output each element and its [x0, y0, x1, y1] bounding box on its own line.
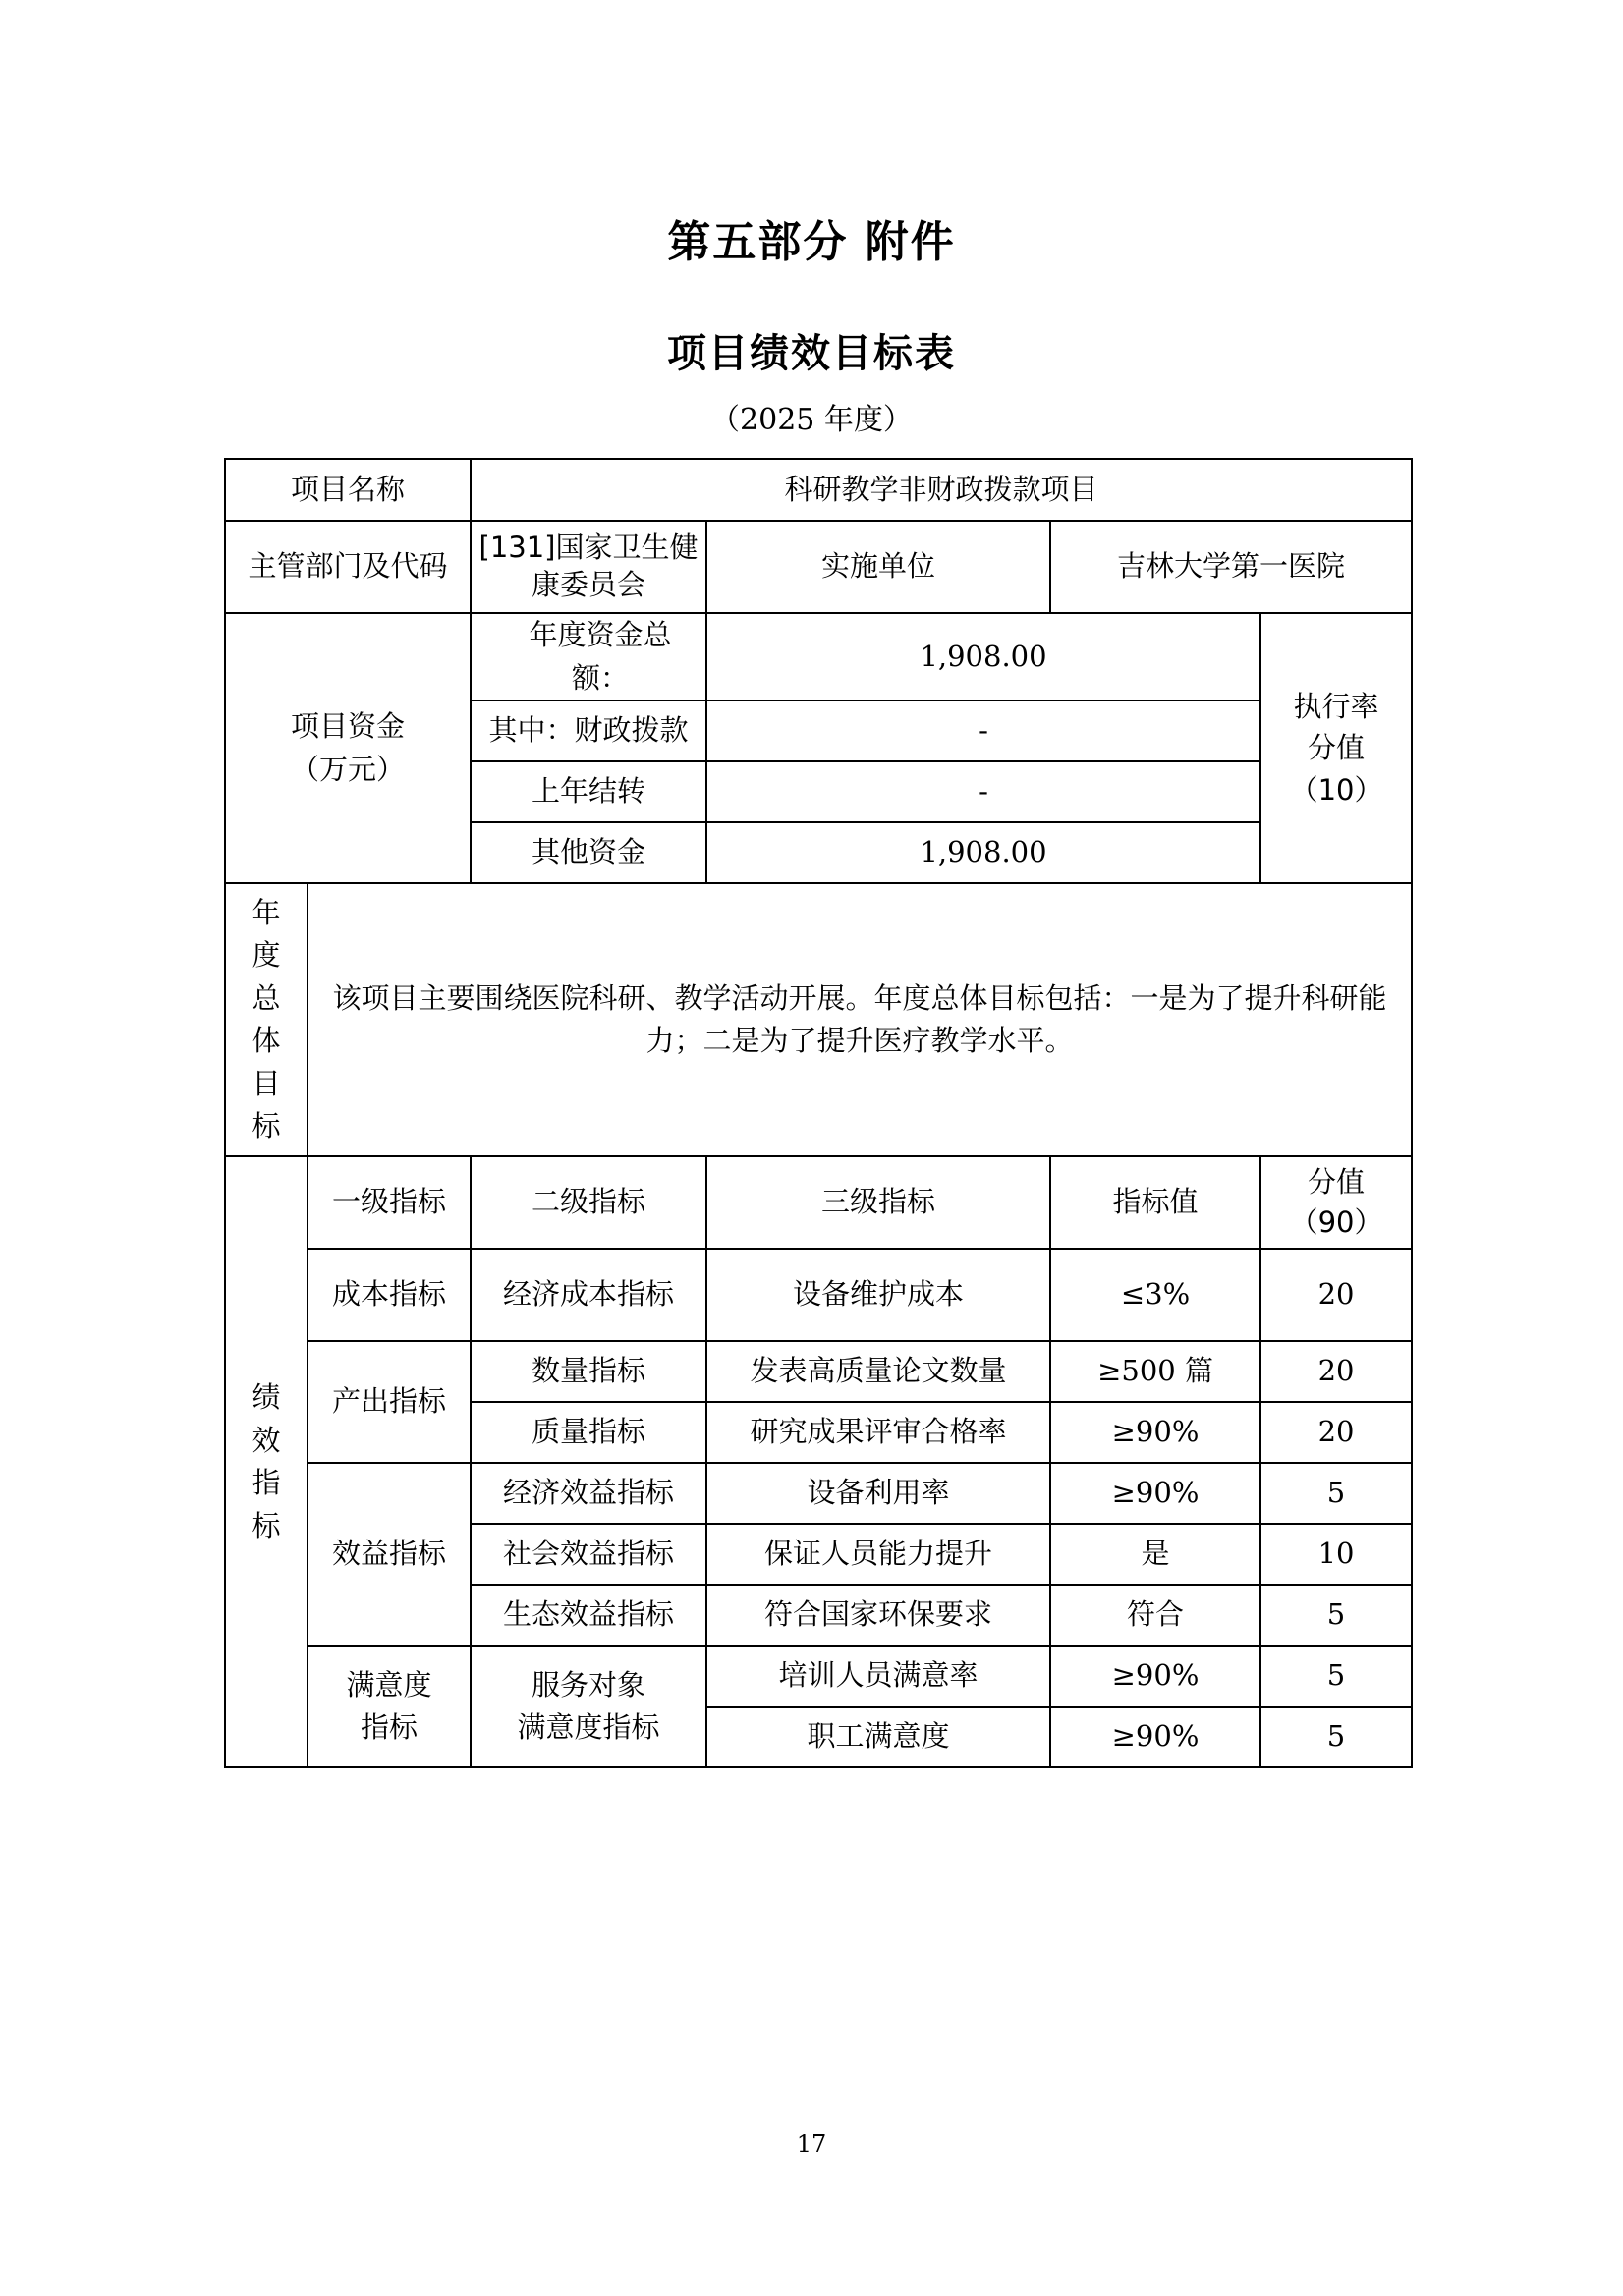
level3-indicator: 符合国家环保要求 [706, 1585, 1050, 1646]
level2-indicator [471, 1463, 706, 1524]
vertical-char: 绩 [252, 1380, 281, 1414]
level2-indicator-line: 服务对象 [532, 1667, 646, 1702]
level2-indicator-line: 数量指标 [532, 1354, 646, 1388]
header-level2: 二级指标 [471, 1156, 706, 1249]
level2-indicator-line: 社会效益指标 [503, 1537, 675, 1571]
vertical-char: 目 [252, 1066, 281, 1100]
indicator-value: ≥90% [1050, 1707, 1260, 1767]
level2-indicator-line: 经济成本指标 [503, 1277, 675, 1312]
level2-indicator-line: 生态效益指标 [503, 1597, 675, 1632]
level1-indicator [308, 1463, 471, 1646]
dept-value: [131]国家卫生健康委员会 [471, 521, 706, 613]
vertical-char: 年 [252, 895, 281, 929]
level2-indicator [471, 1646, 706, 1767]
exec-score-label: 分值 [1308, 731, 1366, 765]
indicator-value: ≥90% [1050, 1463, 1260, 1524]
header-value: 指标值 [1050, 1156, 1260, 1249]
level2-indicator [471, 1402, 706, 1463]
level3-indicator: 设备维护成本 [706, 1249, 1050, 1341]
level3-indicator: 研究成果评审合格率 [706, 1402, 1050, 1463]
header-level3: 三级指标 [706, 1156, 1050, 1249]
level1-indicator-line: 指标 [361, 1710, 419, 1744]
indicator-row [225, 1463, 1412, 1524]
fund-row-label: 上年结转 [471, 761, 706, 822]
fund-row-label: 其他资金 [471, 822, 706, 883]
level1-indicator-line: 成本指标 [332, 1277, 447, 1312]
level3-indicator: 保证人员能力提升 [706, 1524, 1050, 1585]
level1-indicator-line: 满意度 [346, 1667, 432, 1702]
project-name-value: 科研教学非财政拨款项目 [471, 459, 1412, 521]
header-level1: 一级指标 [308, 1156, 471, 1249]
fund-row-value: 1,908.00 [706, 822, 1260, 883]
dept-row [225, 521, 1412, 613]
vertical-char: 度 [252, 938, 281, 972]
indicator-section-label [225, 1156, 308, 1767]
level2-indicator-line: 满意度指标 [517, 1710, 660, 1744]
indicator-value: ≥90% [1050, 1646, 1260, 1707]
indicator-score: 5 [1260, 1463, 1412, 1524]
vertical-char: 指 [252, 1466, 281, 1499]
level2-indicator [471, 1524, 706, 1585]
vertical-char: 效 [252, 1423, 281, 1457]
project-name-row [225, 459, 1412, 521]
exec-score-value: （10） [1289, 772, 1383, 807]
table-title: 项目绩效目标表 [667, 331, 956, 376]
indicator-row [225, 1249, 1412, 1341]
dept-label: 主管部门及代码 [225, 521, 471, 613]
indicator-value: ≥90% [1050, 1402, 1260, 1463]
indicator-section-label-chars [232, 1376, 301, 1547]
vertical-char: 标 [252, 1508, 281, 1542]
project-name-label: 项目名称 [225, 459, 471, 521]
level3-indicator: 职工满意度 [706, 1707, 1050, 1767]
fund-row-value: - [706, 700, 1260, 761]
funds-label-cell [225, 613, 471, 883]
year-note: （2025 年度） [710, 403, 913, 437]
level3-indicator: 培训人员满意率 [706, 1646, 1050, 1707]
level2-indicator [471, 1341, 706, 1402]
funds-unit: （万元） [291, 752, 406, 786]
indicator-score: 5 [1260, 1646, 1412, 1707]
indicator-score: 5 [1260, 1707, 1412, 1767]
header-score [1260, 1156, 1412, 1249]
indicator-value: ≤3% [1050, 1249, 1260, 1341]
indicator-header-row [225, 1156, 1412, 1249]
unit-value: 吉林大学第一医院 [1050, 521, 1412, 613]
table-body [225, 459, 1412, 1767]
level1-indicator-line: 产出指标 [332, 1384, 447, 1419]
funds-row [225, 613, 1412, 700]
level3-indicator: 发表高质量论文数量 [706, 1341, 1050, 1402]
header-score-label: 分值 [1308, 1165, 1366, 1200]
vertical-char: 标 [252, 1109, 281, 1143]
indicator-value: 符合 [1050, 1585, 1260, 1646]
exec-rate-cell [1260, 613, 1412, 883]
exec-rate-label: 执行率 [1293, 690, 1379, 724]
level1-indicator [308, 1249, 471, 1341]
indicator-score: 20 [1260, 1402, 1412, 1463]
level2-indicator-line: 质量指标 [532, 1415, 646, 1449]
vertical-char: 总 [252, 980, 281, 1015]
level1-indicator [308, 1646, 471, 1767]
level2-indicator [471, 1249, 706, 1341]
fund-row-label: 年度资金总额： [471, 613, 706, 700]
annual-goal-label-chars [232, 892, 301, 1148]
page-number: 17 [796, 2130, 827, 2157]
indicator-score: 5 [1260, 1585, 1412, 1646]
indicator-score: 20 [1260, 1341, 1412, 1402]
level2-indicator [471, 1585, 706, 1646]
indicator-value: ≥500 篇 [1050, 1341, 1260, 1402]
performance-table [224, 458, 1413, 1768]
funds-label: 项目资金 [291, 709, 406, 743]
fund-row-value: 1,908.00 [706, 613, 1260, 700]
annual-goal-text: 该项目主要围绕医院科研、教学活动开展。年度总体目标包括：一是为了提升科研能力；二是为了提升医疗教学水平。 [308, 883, 1412, 1156]
indicator-score: 10 [1260, 1524, 1412, 1585]
fund-row-label: 其中：财政拨款 [471, 700, 706, 761]
annual-goal-row [225, 883, 1412, 1156]
part-title: 第五部分 附件 [667, 217, 956, 267]
fund-row-value: - [706, 761, 1260, 822]
indicator-row [225, 1646, 1412, 1707]
level2-indicator-line: 经济效益指标 [503, 1476, 675, 1510]
indicator-row [225, 1341, 1412, 1402]
header-score-total: （90） [1289, 1205, 1383, 1239]
indicator-value: 是 [1050, 1524, 1260, 1585]
annual-goal-label [225, 883, 308, 1156]
indicator-score: 20 [1260, 1249, 1412, 1341]
level1-indicator-line: 效益指标 [332, 1537, 447, 1571]
unit-label: 实施单位 [706, 521, 1050, 613]
level3-indicator: 设备利用率 [706, 1463, 1050, 1524]
level1-indicator [308, 1341, 471, 1463]
vertical-char: 体 [252, 1024, 281, 1057]
